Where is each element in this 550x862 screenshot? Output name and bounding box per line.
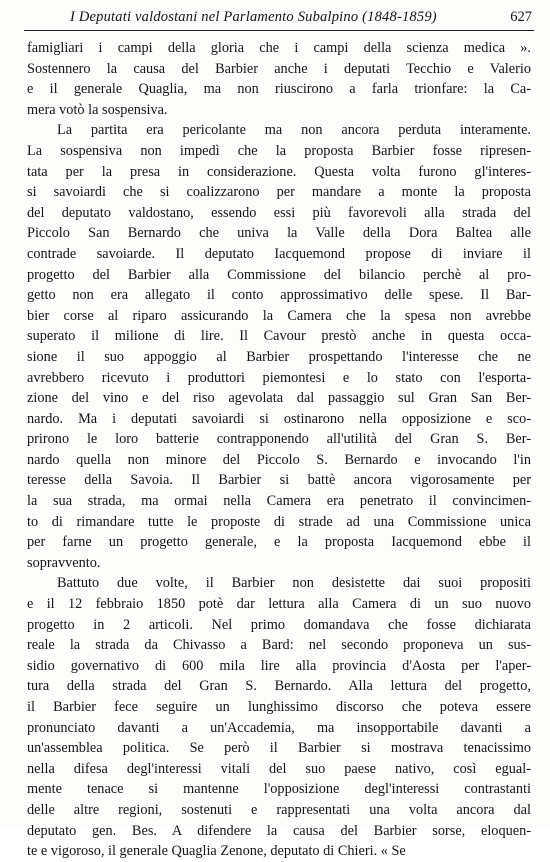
text-line: per farne un progetto generale, e la proposta Iacquemond ebbe il — [27, 534, 531, 551]
text-line: delle altre regioni, sostenuti e rappresentati una volta ancora dal — [27, 801, 531, 818]
text-line: getto non era allegato il conto approssimativo delle spese. Il Bar- — [27, 287, 531, 304]
text-line: e il generale Quaglia, ma non riuscirono a farla trionfare: la Ca- — [27, 81, 531, 98]
paragraph-p3 — [27, 573, 531, 861]
text-line: bier corse al riparo assicurando la Camera che la spesa non avrebbe — [27, 307, 531, 324]
text-line: sione il suo appoggio al Barbier prospettando l'interesse che ne — [27, 348, 531, 365]
text-line: un'assemblea politica. Se però il Barbier si mostrava tenacissimo — [27, 740, 531, 757]
text-line: Battuto due volte, il Barbier non desistette dai suoi propositi — [57, 575, 531, 592]
text-line: contrade savoiarde. Il deputato Iacquemond propose di inviare il — [27, 245, 531, 262]
text-line: tura della strada del Gran S. Bernardo. Alla lettura del progetto, — [27, 678, 531, 695]
running-header — [24, 4, 534, 31]
text-line: prirono le loro batterie contrapponendo all'utilità del Gran S. Ber- — [27, 431, 531, 448]
paragraph-p1 — [27, 38, 531, 120]
text-line: avrebbero ricevuto i produttori piemontesi e lo stato con l'esporta- — [27, 369, 531, 386]
text-line: zione del vino e del riso agevolata dal passaggio sul Gran San Ber- — [27, 390, 531, 407]
text-line: superato il milione di lire. Il Cavour prestò anche in questa occa- — [27, 328, 531, 345]
text-line: famigliari i campi della gloria che i campi della scienza medica ». — [27, 40, 531, 56]
text-line: Piccolo San Bernardo che univa la Valle della Dora Baltea alle — [27, 225, 531, 242]
text-line: La sospensiva non impedì che la proposta Barbier fosse ripresen- — [27, 142, 531, 159]
page-number: 627 — [510, 9, 532, 25]
text-line: e il 12 febbraio 1850 potè dar lettura alla Camera di un suo nuovo — [27, 596, 531, 613]
text-line: pronunciato davanti a un'Accademia, ma insopportabile davanti a — [27, 719, 531, 736]
text-line: del deputato valdostano, essendo essi più favorevoli alla strada del — [27, 204, 531, 221]
text-line: si savoiardi che si coalizzarono per mandare a monte la proposta — [27, 184, 531, 201]
text-line: mera votò la sospensiva. — [27, 101, 168, 118]
text-line: La partita era pericolante ma non ancora perduta interamente. — [57, 122, 531, 139]
text-line: Sostennero la causa del Barbier anche i deputati Tecchio e Valerio — [27, 60, 531, 77]
text-line: progetto del Barbier alla Commissione del bilancio perchè al pro- — [27, 266, 531, 283]
text-line: teresse della Savoia. Il Barbier si battè ancora vigorosamente per — [27, 472, 531, 489]
text-line: sopravvento. — [27, 554, 101, 571]
text-line: nardo quella non minore del Piccolo S. Bernardo e invocando l'in — [27, 451, 531, 468]
body-text — [27, 38, 531, 862]
text-line: to di rimandare tutte le proposte di strade ad una Commissione unica — [27, 513, 531, 530]
running-title: I Deputati valdostani nel Parlamento Subalpino (1848-1859) — [70, 9, 437, 25]
text-line: nardo. Ma i deputati savoiardi si ostinarono nella opposizione e sco- — [27, 410, 531, 427]
text-line: progetto in 2 articoli. Nel primo domandava che fosse dichiarata — [27, 616, 531, 633]
text-line: deputato gen. Bes. A difendere la causa del Barbier sorse, eloquen- — [27, 822, 531, 839]
text-line: tata per la presa in considerazione. Questa volta furono gl'interes- — [27, 163, 531, 180]
text-line: la sua strada, ma ormai nella Camera era penetrato il convincimen- — [27, 493, 531, 510]
text-line: nella difesa degl'interessi vitali del suo paese nativo, così egual- — [27, 760, 531, 777]
text-line: sidio governativo di 600 mila lire alla provincia d'Aosta per l'aper- — [27, 657, 531, 674]
text-line: reale la strada da Chivasso a Bard: nel secondo proponeva un sus- — [27, 637, 531, 654]
text-line: il Barbier fece seguire un lunghissimo discorso che poteva essere — [27, 699, 531, 715]
text-line: mente tenace si mantenne l'opposizione degl'interessi contrastanti — [27, 781, 531, 798]
paragraph-p2 — [27, 120, 531, 573]
text-line: te e vigoroso, il generale Quaglia Zenone, deputato di Chieri. « Se — [27, 843, 406, 860]
